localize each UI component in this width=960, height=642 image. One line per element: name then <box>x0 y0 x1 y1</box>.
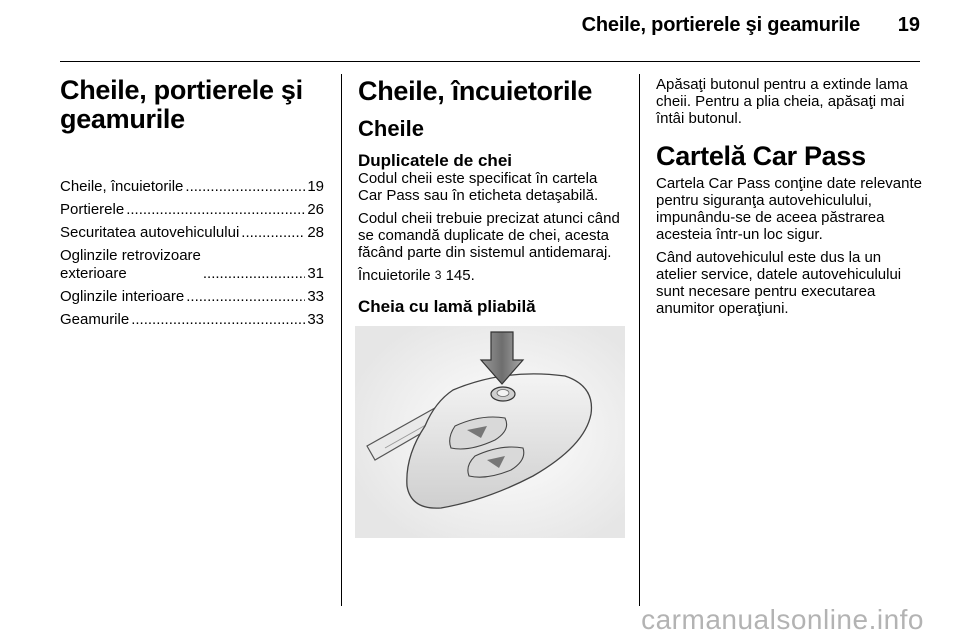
toc-leader-dots <box>126 201 305 219</box>
page-number: 19 <box>897 14 920 36</box>
car-pass-paragraph-1: Cartela Car Pass conţine date relevante pentru siguranţa autovehiculului, impunându-se de aceea păstrarea acesteia într-un loc sigur. <box>656 175 922 243</box>
car-pass-column <box>656 76 926 323</box>
toc-entry[interactable] <box>60 311 324 329</box>
header-title: Cheile, portierele şi geamurile <box>581 14 860 36</box>
locks-reference <box>358 267 623 284</box>
toc-entry[interactable] <box>60 247 324 283</box>
folding-key-illustration <box>355 326 625 538</box>
duplicate-keys-heading: Duplicatele de chei <box>358 151 512 170</box>
toc-entry-page: 31 <box>307 265 324 282</box>
toc-entry-page: 28 <box>307 224 324 241</box>
toc-entry[interactable] <box>60 201 324 219</box>
toc-entry-label: Geamurile <box>60 311 130 328</box>
toc-entry[interactable] <box>60 224 324 242</box>
locks-reference-label: Încuietorile <box>358 267 431 284</box>
toc-entry[interactable] <box>60 288 324 306</box>
toc-entry-label: Securitatea autovehiculului <box>60 224 240 241</box>
folding-key-heading: Cheia cu lamă pliabilă <box>358 297 536 316</box>
chapter-title: Cheile, portierele şi geamurile <box>60 75 303 134</box>
toc-entry-page: 19 <box>307 178 324 195</box>
column-divider-left <box>341 74 342 606</box>
locks-reference-page: 145. <box>441 267 475 284</box>
fold-instructions: Apăsaţi butonul pentru a extinde lama cheii. Pentru a plia cheia, apăsaţi mai întâi butonul. <box>656 76 908 127</box>
car-pass-paragraph-2: Când autovehiculul este dus la un atelier service, datele autovehiculului sunt necesare pentru executarea anumitor operaţiuni. <box>656 249 902 317</box>
section-title: Cheile, încuietorile <box>358 76 593 106</box>
toc-entry-label: Cheile, încuietorile <box>60 178 184 195</box>
toc-leader-dots <box>131 311 305 329</box>
table-of-contents <box>60 178 324 329</box>
toc-entry-label: Portierele <box>60 201 125 218</box>
keys-column <box>358 76 623 543</box>
toc-entry-page: 26 <box>307 201 324 218</box>
toc-entry-page: 33 <box>307 311 324 328</box>
toc-entry[interactable] <box>60 178 324 196</box>
header-rule <box>60 61 920 62</box>
subsection-title: Cheile <box>358 116 425 141</box>
toc-entry-label: Oglinzile retrovizoare exterioare <box>60 247 201 282</box>
duplicate-keys-paragraph-2: Codul cheii trebuie precizat atunci când se comandă duplicate de chei, acesta făcând parte din sistemul antidemaraj. <box>358 210 620 261</box>
toc-leader-dots <box>241 224 305 242</box>
toc-entry-page: 33 <box>307 288 324 305</box>
duplicate-keys-paragraph-1: Codul cheii este specificat în cartela Car Pass sau în eticheta detaşabilă. <box>358 170 599 204</box>
reference-arrow-icon: 3 <box>434 268 442 282</box>
chapter-column <box>60 76 324 334</box>
toc-leader-dots <box>185 178 305 196</box>
toc-leader-dots <box>203 265 305 283</box>
release-button-center <box>497 390 509 397</box>
column-divider-right <box>639 74 640 606</box>
toc-entry-label: Oglinzile interioare <box>60 288 185 305</box>
watermark-text: carmanualsonline.info <box>641 604 924 635</box>
toc-leader-dots <box>186 288 305 306</box>
car-pass-title: Cartelă Car Pass <box>656 141 866 171</box>
